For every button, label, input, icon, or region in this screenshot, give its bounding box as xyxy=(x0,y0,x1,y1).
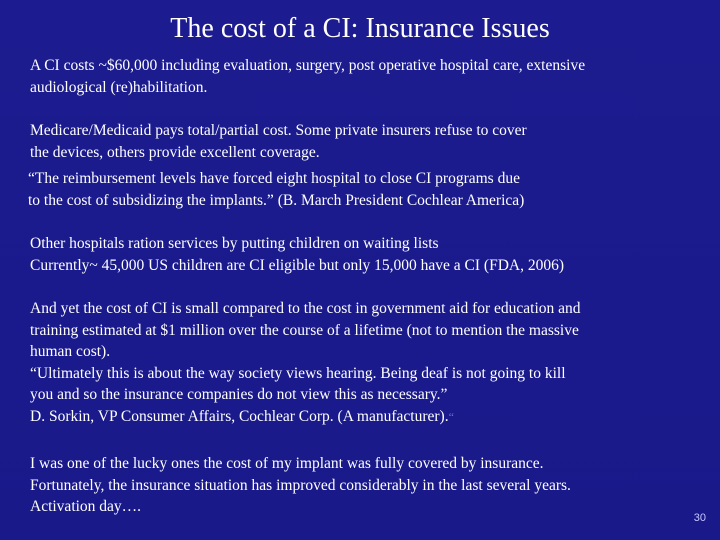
slide-title: The cost of a CI: Insurance Issues xyxy=(170,13,550,44)
paragraph-cost: A CI costs ~$60,000 including evaluation, surgery, post operative hospital care, extensive audiological (re)habilitation. xyxy=(30,57,586,96)
paragraph-quote-march: “The reimbursement levels have forced eight hospital to close CI programs due to the cost of subsidizing the implants.” (B. March President Cochlear America) xyxy=(28,170,525,209)
faint-quote-mark: “ xyxy=(448,409,454,424)
paragraph-waiting-lists: Other hospitals ration services by putting children on waiting lists Currently~ 45,000 US children are CI eligible but only 15,000 have a CI (FDA, 2006) xyxy=(30,235,565,274)
page-number: 30 xyxy=(693,512,706,524)
paragraph-quote-sorkin xyxy=(30,298,700,428)
paragraph-personal: I was one of the lucky ones the cost of my implant was fully covered by insurance. Fortunately, the insurance situation has improved considerably in the last several years. Activation day…. xyxy=(30,455,571,515)
quote-sorkin-text: And yet the cost of CI is small compared to the cost in government aid for education and training estimated at $1 million over the course of a lifetime (not to mention the massive human cost). “Ultimately this is about the way society views hearing. Being deaf is not going to kill you and so the insurance companies do not view this as necessary.” D. Sorkin, VP Consumer Affairs, Cochlear Corp. (A manufacturer). xyxy=(30,300,581,425)
paragraph-medicare: Medicare/Medicaid pays total/partial cost. Some private insurers refuse to cover the devices, others provide excellent coverage. xyxy=(30,122,527,161)
